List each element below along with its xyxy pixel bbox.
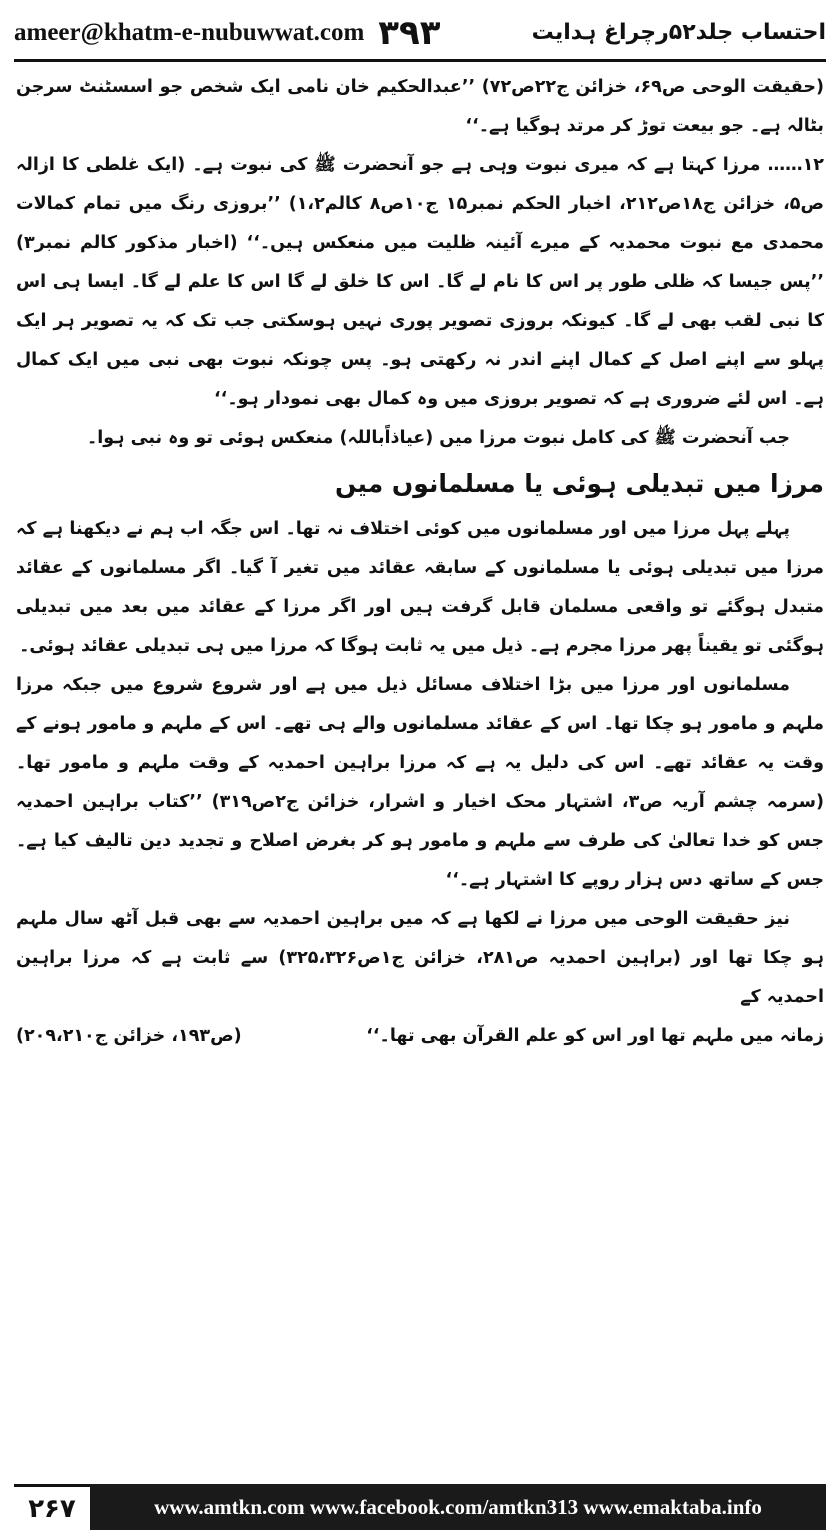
closing-line xyxy=(16,1017,824,1056)
footer-page-number: ۲۶۷ xyxy=(14,1484,90,1530)
page-content xyxy=(16,68,824,1056)
footer-links[interactable]: www.amtkn.com www.facebook.com/amtkn313 www.emaktaba.info xyxy=(90,1484,826,1530)
page-footer xyxy=(14,1484,826,1530)
paragraph-3: جب آنحضرت ﷺ کی کامل نبوت مرزا میں (عیاذاًباللہ) منعکس ہوئی تو وہ نبی ہوا۔ xyxy=(87,428,790,448)
paragraph-6: نیز حقیقت الوحی میں مرزا نے لکھا ہے کہ میں براہین احمدیہ سے بھی قبل آٹھ سال ملہم ہو چکا تھا اور (براہین احمدیہ ص۲۸۱، خزائن ج۱ص۳۲۵،۳۲۶) سے ثابت ہے کہ مرزا براہین احمدیہ کے xyxy=(16,909,824,1007)
header-email[interactable]: ameer@khatm-e-nubuwwat.com xyxy=(14,18,365,46)
page-header xyxy=(14,6,826,62)
header-left xyxy=(14,13,441,53)
closing-line-text: زمانہ میں ملہم تھا اور اس کو علم القرآن بھی تھا۔‘‘ xyxy=(366,1026,824,1046)
header-book-title: احتساب جلد۵۲رچراغ ہدایت xyxy=(531,20,826,45)
paragraph-2: ۱۲…… مرزا کہتا ہے کہ میری نبوت وہی ہے جو آنحضرت ﷺ کی نبوت ہے۔ (ایک غلطی کا ازالہ ص۵، خزائن ج۱۸ص۲۱۲، اخبار الحکم نمبر۱۵ ج۱۰ص۸ کالم۱،۲) ’’بروزی رنگ میں تمام کمالات محمدی مع نبوت محمدیہ کے میرے آئینہ ظلیت میں منعکس ہیں۔‘‘ (اخبار مذکور کالم نمبر۳) ’’پس جیسا کہ ظلی طور پر اس کا نام لے گا۔ اس کا خلق لے گا اس کا علم لے گا۔ ایسا ہی اس کا نبی لقب بھی لے گا۔ کیونکہ بروزی تصویر پوری نہیں ہوسکتی جب تک کہ یہ تصویر ہر ایک پہلو سے اپنے اصل کے کمال اپنے اندر نہ رکھتی ہو۔ پس چونکہ نبوت بھی نبی میں ایک کمال ہے۔ اس لئے ضروری ہے کہ تصویر بروزی میں وہ کمال بھی نمودار ہو۔‘‘ xyxy=(16,155,825,409)
section-heading: مرزا میں تبدیلی ہوئی یا مسلمانوں میں xyxy=(335,469,824,498)
paragraph-1: (حقیقت الوحی ص۶۹، خزائن ج۲۲ص۷۲) ’’عبدالحکیم خان نامی ایک شخص جو اسسٹنٹ سرجن بٹالہ ہے۔ جو بیعت توڑ کر مرتد ہوگیا ہے۔‘‘ xyxy=(16,77,824,136)
paragraph-4: پہلے پہل مرزا میں اور مسلمانوں میں کوئی اختلاف نہ تھا۔ اس جگہ اب ہم نے دیکھنا ہے کہ مرزا میں تبدیلی ہوئی یا مسلمانوں کے سابقہ عقائد میں تغیر آ گیا۔ اگر مسلمانوں کے عقائد متبدل ہوگئے تو واقعی مسلمان قابل گرفت ہیں اور اگر مرزا کے عقائد میں بعد میں تبدیلی ہوگئی تو یقیناً پھر مرزا مجرم ہے۔ ذیل میں یہ ثابت ہوگا کہ مرزا میں ہی تبدیلی عقائد ہوئی۔ xyxy=(16,519,824,656)
closing-reference: (ص۱۹۳، خزائن ج۲۰۹،۲۱۰) xyxy=(16,1026,242,1046)
header-page-number: ۳۹۳ xyxy=(378,12,441,53)
paragraph-5: مسلمانوں اور مرزا میں بڑا اختلاف مسائل ذیل میں ہے اور شروع شروع میں جبکہ مرزا ملہم و مامور ہو چکا تھا۔ اس کے عقائد مسلمانوں والے ہی تھے۔ اس کے ملہم و مامور ہونے کے وقت یہ عقائد تھے۔ اس کی دلیل یہ ہے کہ مرزا براہین احمدیہ کے وقت ملہم و مامور تھا۔ (سرمہ چشم آریہ ص۳، اشتہار محک اخیار و اشرار، خزائن ج۲ص۳۱۹) ’’کتاب براہین احمدیہ جس کو خدا تعالیٰ کی طرف سے ملہم و مامور ہو کر بغرض اصلاح و تجدید دین تالیف کیا ہے۔ جس کے ساتھ دس ہزار روپے کا اشتہار ہے۔‘‘ xyxy=(16,675,824,890)
